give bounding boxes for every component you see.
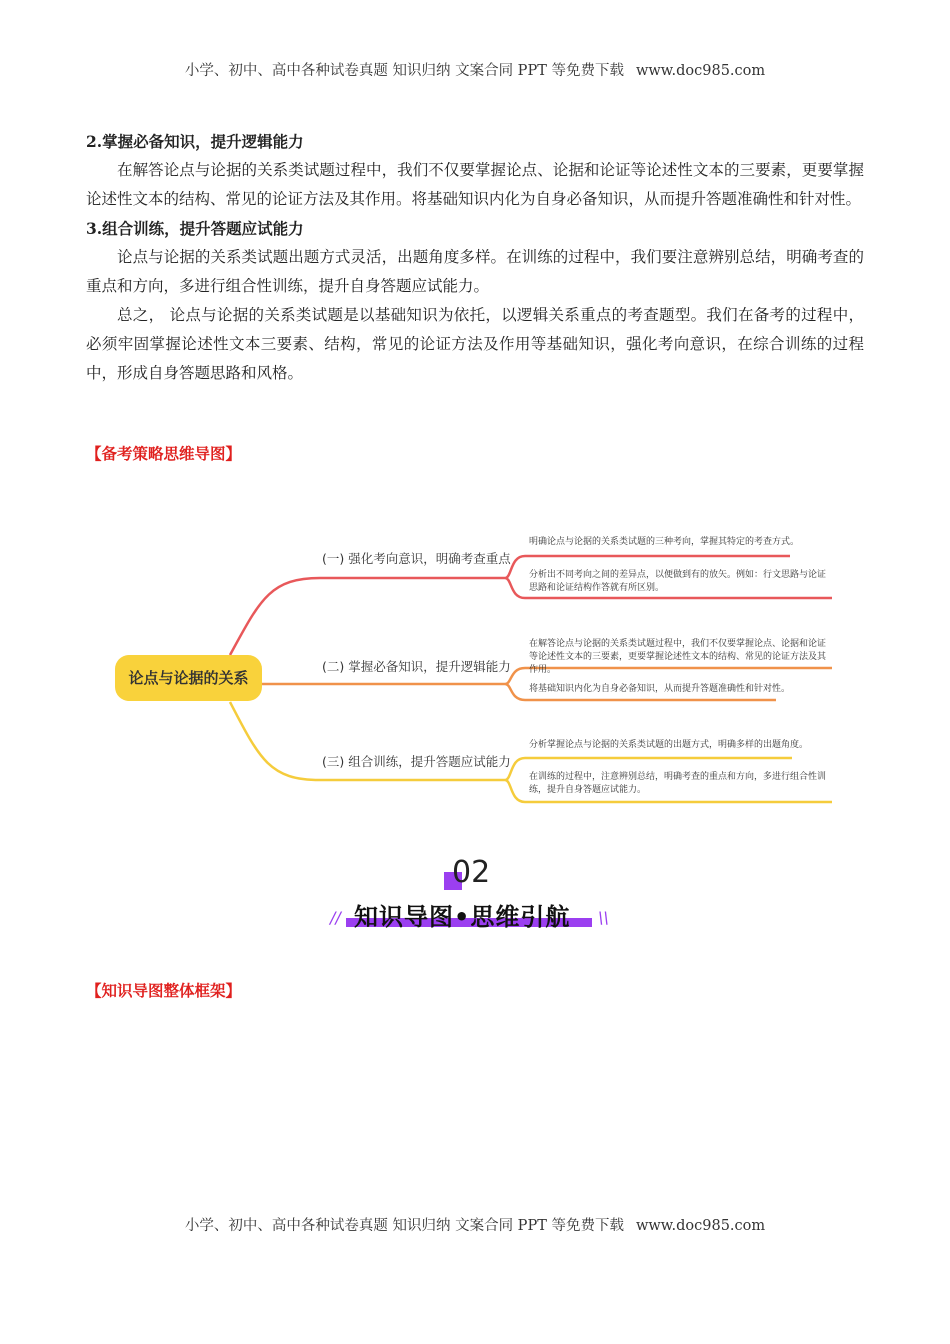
- paragraph-3: 论点与论据的关系类试题出题方式灵活，出题角度多样。在训练的过程中，我们要注意辨别总结，明确考查的重点和方向，多进行组合性训练，提升自身答题应试能力。: [86, 248, 864, 295]
- paragraph-2: 在解答论点与论据的关系类试题过程中，我们不仅要掌握论点、论据和论证等论述性文本的三要素，更要掌握论述性文本的结构、常见的论证方法及其作用。将基础知识内化为自身必备知识，从而提升答题准确性和针对性。: [86, 161, 864, 208]
- mindmap-center-node: 论点与论据的关系: [115, 655, 262, 701]
- footer-url[interactable]: www.doc985.com: [635, 1218, 766, 1234]
- slash-decoration-left: //: [330, 908, 341, 927]
- mindmap-leaf: 分析出不同考向之间的差异点，以便做到有的放矢。例如：行文思路与论证思路和论证结构作答就有所区别。: [529, 570, 827, 593]
- page-footer: [0, 1214, 950, 1235]
- banner-title: 知识导图•思维引航: [354, 903, 571, 931]
- paragraph-4: 总之， 论点与论据的关系类试题是以基础知识为依托，以逻辑关系重点的考查题型。我们在备考的过程中，必须牢固掌握论述性文本三要素、结构，常见的论证方法及作用等基础知识，强化考向意识，在综合训练的过程中，形成自身答题思路和风格。: [86, 306, 864, 382]
- heading-3: 3.组合训练，提升答题应试能力: [86, 219, 304, 238]
- header-text: 小学、初中、高中各种试卷真题 知识归纳 文案合同 PPT 等免费下载: [184, 63, 624, 79]
- header-url[interactable]: www.doc985.com: [635, 63, 766, 79]
- banner-number: 02: [452, 855, 491, 890]
- slash-decoration-right: \\: [598, 908, 609, 927]
- mindmap-leaf: 将基础知识内化为自身必备知识，从而提升答题准确性和针对性。: [529, 684, 791, 694]
- mindmap-leaf: 在解答论点与论据的关系类试题过程中，我们不仅要掌握论点、论据和论证等论述性文本的三要素，更要掌握论述性文本的结构、常见的论证方法及其作用。: [529, 639, 827, 675]
- mindmap-branch-2: (二) 掌握必备知识，提升逻辑能力: [322, 659, 511, 674]
- mindmap-leaf: 在训练的过程中，注意辨别总结，明确考查的重点和方向，多进行组合性训练，提升自身答题应试能力。: [529, 772, 827, 795]
- mindmap-leaf: 明确论点与论据的关系类试题的三种考向，掌握其特定的考查方式。: [529, 537, 800, 547]
- section-title-framework: 【知识导图整体框架】: [86, 981, 242, 1000]
- mindmap-leaf: 分析掌握论点与论据的关系类试题的出题方式，明确多样的出题角度。: [529, 740, 809, 750]
- section-title-strategy: 【备考策略思维导图】: [86, 444, 242, 463]
- footer-text: 小学、初中、高中各种试卷真题 知识归纳 文案合同 PPT 等免费下载: [184, 1218, 624, 1234]
- mindmap-branch-1: (一) 强化考向意识，明确考查重点: [322, 551, 511, 566]
- mindmap-branch-3: (三) 组合训练，提升答题应试能力: [322, 754, 511, 769]
- heading-2: 2.掌握必备知识，提升逻辑能力: [86, 132, 304, 151]
